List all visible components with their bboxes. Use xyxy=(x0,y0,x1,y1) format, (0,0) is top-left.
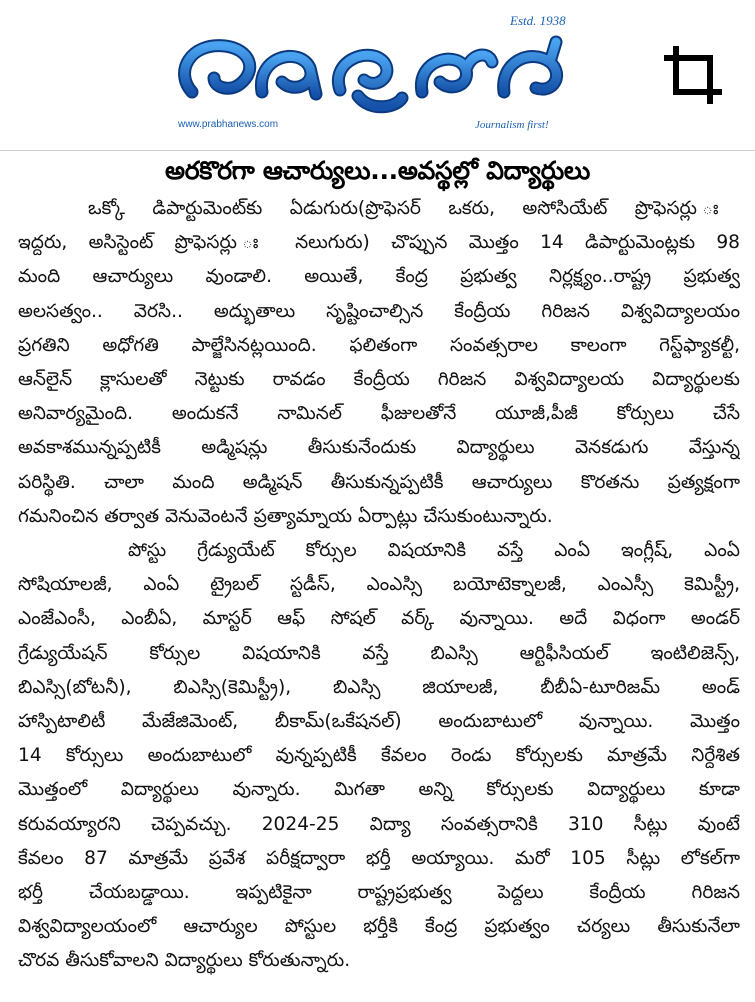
estd-label: Estd. 1938 xyxy=(510,13,566,28)
article-line: అనివార్యమైంది. అందుకనే నామినల్ ఫీజులతోనే యూజీ,పీజీ కోర్సులు చేసే xyxy=(18,403,740,425)
article-line: కేవలం 87 మాత్రమే ప్రవేశ పరీక్షద్వారా భర్తీ అయ్యాయి. మరో 105 సీట్లు లోకల్‌గా xyxy=(18,847,740,869)
andhra-prabha-logo xyxy=(170,32,570,120)
article-line: బిఎస్సి(బోటనీ), బిఎస్సి(కెమిస్ట్రీ), బిఎస్సి జియాలజీ, బీబీఏ-టూరిజమ్ అండ్ xyxy=(18,676,740,698)
article-line: ఆన్‌లైన్ క్లాసులతో నెట్టుకు రావడం కేంద్రీయ గిరిజన విశ్వవిద్యాలయ విద్యార్థులకు xyxy=(18,369,740,391)
crop-icon[interactable] xyxy=(660,42,726,108)
article-line: గమనించిన తర్వాత వెనువెంటనే ప్రత్యామ్నాయ ఏర్పాట్లు చేసుకుంటున్నారు. xyxy=(18,505,553,527)
article-line: విశ్వవిద్యాలయంలో ఆచార్యుల పోస్టుల భర్తీకి కేంద్ర ప్రభుత్వం చర్యలు తీసుకునేలా xyxy=(18,916,740,938)
website-label: www.prabhanews.com xyxy=(178,119,279,130)
article-line: 14 కోర్సులు అందుబాటులో వున్నప్పటికీ కేవలం రెండు కోర్సులకు మాత్రమే నిర్దేశిత xyxy=(18,745,740,767)
article-headline: అరకొరగా ఆచార్యులు...అవస్థల్లో విద్యార్థులు xyxy=(165,156,590,185)
article-line: ఇద్దరు, అసిస్టెంట్ ప్రొఫెసర్లు ః నలుగురు) చొప్పున మొత్తం 14 డిపార్టుమెంట్లకు 98 xyxy=(18,232,740,254)
article-line: మంది ఆచార్యులు వుండాలి. అయితే, కేంద్ర ప్రభుత్వ నిర్లక్ష్యం..రాష్ట్ర ప్రభుత్వ xyxy=(18,266,740,288)
tagline-label: Journalism first! xyxy=(475,119,549,131)
article-line: పరిస్థితి. చాలా మంది అడ్మిషన్ తీసుకున్నప్పటికీ ఆచార్యులు కొరతను ప్రత్యక్షంగా xyxy=(18,471,740,493)
article-line: భర్తీ చేయబడ్డాయి. ఇప్పటికైనా రాష్ట్రప్రభుత్వ పెద్దలు కేంద్రీయ గిరిజన xyxy=(18,882,740,904)
article-line: అలసత్వం.. వెరసి.. అద్భుతాలు సృష్టించాల్సిన కేంద్రీయ గిరిజన విశ్వవిద్యాలయం xyxy=(18,300,740,322)
article-line: అవకాశమున్నప్పటికీ అడ్మిషన్లు తీసుకునేందుకు విద్యార్థులు వెనకడుగు వేస్తున్న xyxy=(18,437,740,459)
article-line: కరువయ్యారని చెప్పవచ్చు. 2024-25 విద్యా సంవత్సరానికి 310 సీట్లు వుంటే xyxy=(18,813,740,835)
article-line: హాస్పిటాలిటీ మేజేజిమెంట్, బీకామ్(ఒకేషనల్) అందుబాటులో వున్నాయి. మొత్తం xyxy=(18,711,740,733)
article-line: ఎంజేఎంసీ, ఎంబీఏ, మాస్టర్ ఆఫ్ సోషల్ వర్క్ వున్నాయి. అదే విధంగా అండర్ xyxy=(18,608,740,630)
article-line: సోషియాలజీ, ఎంఏ ట్రైబల్ స్టడీస్, ఎంఎస్సి బయోటెక్నాలజీ, ఎంఎస్సీ కెమిస్ట్రీ, xyxy=(18,574,740,596)
article-line: ఒక్కో డిపార్టుమెంట్‌కు ఏడుగురు(ప్రొఫెసర్ ఒకరు, అసోసియేట్ ప్రొఫెసర్లు ః xyxy=(88,198,740,219)
article-line: పోస్టు గ్రేడ్యుయేట్ కోర్సుల విషయానికి వస్తే ఎంఏ ఇంగ్లీష్, ఎంఏ xyxy=(128,540,740,562)
article-line: చొరవ తీసుకోవాలని విద్యార్థులు కోరుతున్నారు. xyxy=(18,950,351,972)
article-line: ప్రగతిని అధోగతి పాల్జేసినట్లయింది. ఫలితంగా సంవత్సరాల కాలంగా గెస్ట్‌ఫ్యాకల్టీ, xyxy=(18,334,740,356)
article-body xyxy=(18,192,740,979)
article-line: గ్రేడ్యుయేషన్ కోర్సుల విషయానికి వస్తే బిఎస్సి ఆర్టిఫీసియల్ ఇంటిలిజెన్స్, xyxy=(18,642,740,664)
masthead xyxy=(0,0,755,151)
article-line: మొత్తంలో విద్యార్థులు వున్నారు. మిగతా అన్ని కోర్సులకు విద్యార్థులు కూడా xyxy=(18,779,740,801)
